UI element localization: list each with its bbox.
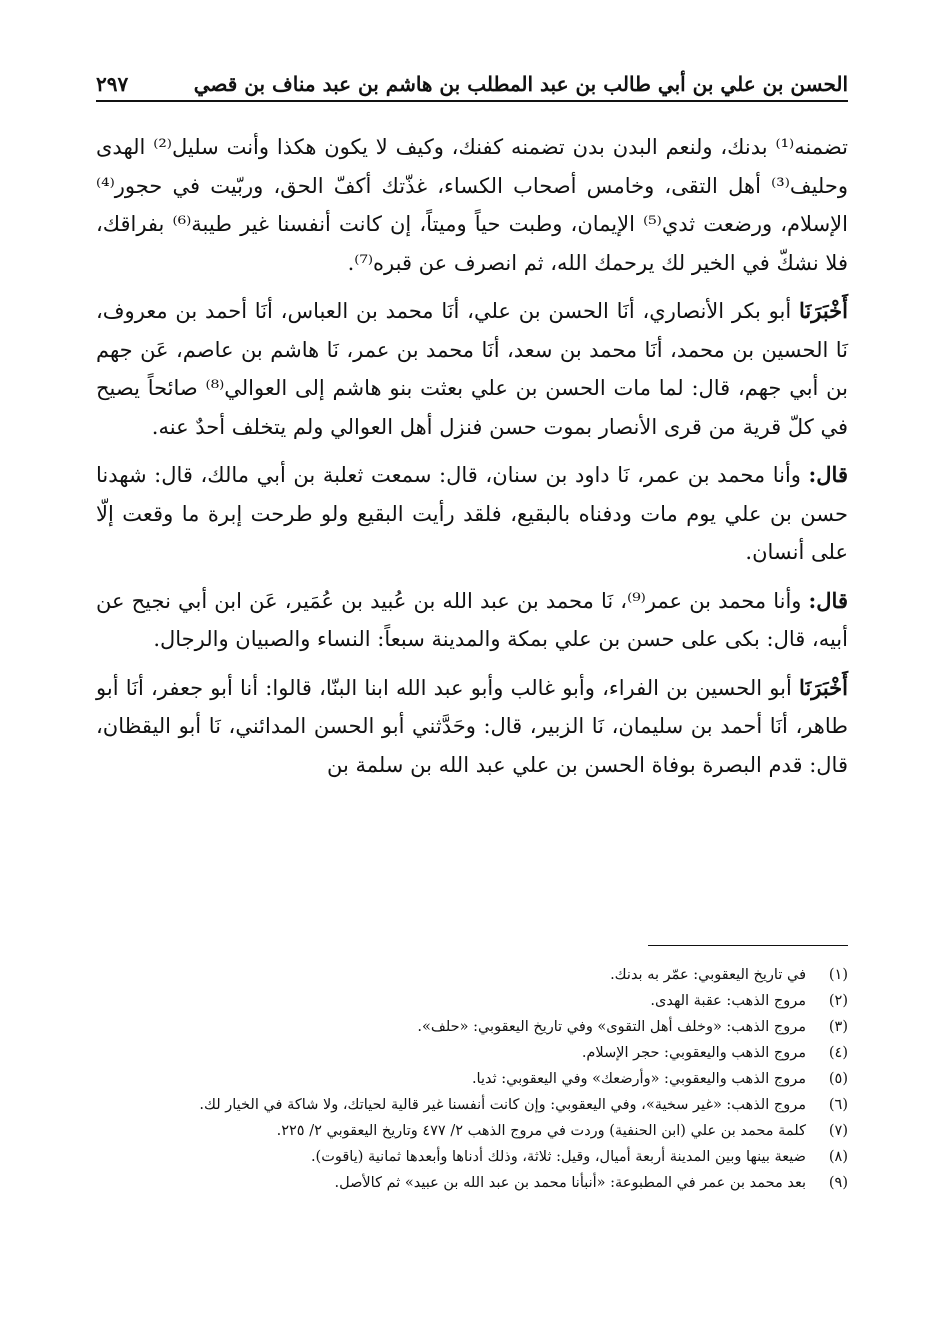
footnote-number: (٦) (828, 1097, 848, 1113)
footnote-7 (96, 1118, 848, 1144)
footnote-number: (٩) (828, 1175, 848, 1191)
footnote-number: (١) (828, 967, 848, 983)
footnote-divider (648, 945, 848, 946)
paragraph-text: وأنا محمد بن عمر⁽⁹⁾، نَا محمد بن عبد الله بن عُبيد بن عُمَير، عَن ابن أبي نجيح عن أبيه، قال: بكى على حسن بن علي بمكة والمدينة سبعاً: النساء والصبيان والرجال. (96, 588, 848, 651)
paragraph-lead: قال: (808, 462, 848, 487)
footnote-number: (٤) (828, 1045, 848, 1061)
footnote-5 (96, 1066, 848, 1092)
footnotes-list (96, 962, 848, 1196)
footnote-4 (96, 1040, 848, 1066)
footnote-number: (٣) (828, 1019, 848, 1035)
footnote-3 (96, 1014, 848, 1040)
footnote-6 (96, 1092, 848, 1118)
paragraph-lead: أَخْبَرَنَا (799, 298, 848, 323)
footnote-8 (96, 1144, 848, 1170)
paragraph-lead: أَخْبَرَنَا (799, 674, 848, 700)
footnote-number: (٨) (828, 1149, 848, 1165)
footnote-number: (٧) (828, 1123, 848, 1139)
footnote-text: مروج الذهب واليعقوبي: «وأرضعك» وفي اليعقوبي: ثديا. (471, 1071, 806, 1087)
footnote-text: بعد محمد بن عمر في المطبوعة: «أنبأنا محمد بن عبد الله بن عبيد» ثم كالأصل. (334, 1175, 806, 1191)
paragraph-5 (96, 669, 848, 785)
footnote-text: في تاريخ اليعقوبي: عمّر به بدنك. (610, 967, 806, 983)
paragraph-3 (96, 456, 848, 572)
footnote-1 (96, 962, 848, 988)
paragraph-lead: قال: (808, 587, 848, 613)
footnote-9 (96, 1170, 848, 1196)
main-text (96, 128, 848, 794)
paragraph-text: وأنا محمد بن عمر، نَا داود بن سنان، قال: سمعت ثعلبة بن أبي مالك، قال: شهدنا حسن بن علي يوم مات ودفناه بالبقيع، فلقد رأيت البقيع ولو طرحت إبرة ما وقعت إلّا على أنسان. (96, 463, 848, 564)
paragraph-4 (96, 582, 848, 659)
running-header (96, 58, 848, 102)
footnote-text: ضيعة بينها وبين المدينة أربعة أميال، وقيل: ثلاثة، وذلك أدناها وأبعدها ثمانية (ياقوت). (310, 1149, 806, 1165)
paragraph-text: أبو الحسين بن الفراء، وأبو غالب وأبو عبد الله ابنا البنّا، قالوا: أنا أبو جعفر، أنَا أبو طاهر، أنَا أحمد بن سليمان، نَا الزبير، قال: وحَدَّثني أبو الحسن المدائني، نَا أبو اليقظان، قال: قدم البصرة بوفاة الحسن بن علي عبد الله بن سلمة بن (96, 675, 848, 777)
page-number: ٢٩٧ (96, 72, 129, 96)
paragraph-text: أبو بكر الأنصاري، أنَا الحسن بن علي، أنَا محمد بن العباس، أنَا أحمد بن معروف، نَا الحسين بن محمد، أنَا محمد بن سعد، أنَا محمد بن عمر، نَا هاشم بن عاصم، عَن جهم بن أبي جهم، قال: لما مات الحسن بن علي بعثت بنو هاشم إلى العوالي⁽⁸⁾ صائحاً يصيح في كلّ قرية من قرى الأنصار بموت حسن فنزل أهل العوالي ولم يتخلف أحدٌ عنه. (96, 299, 848, 439)
footnote-text: مروج الذهب واليعقوبي: حجر الإسلام. (581, 1045, 806, 1061)
footnote-text: مروج الذهب: «وخلف أهل التقوى» وفي تاريخ اليعقوبي: «حلف». (417, 1019, 806, 1035)
paragraph-text: تضمنه⁽¹⁾ بدنك، ولنعم البدن بدن تضمنه كفنك، وكيف لا يكون هكذا وأنت سليل⁽²⁾ الهدى وحليف⁽³⁾ أهل التقى، وخامس أصحاب الكساء، غذّتك أكفّ الحق، وربّيت في حجور⁽⁴⁾ الإسلام، ورضعت ثدي⁽⁵⁾ الإيمان، وطبت حياً وميتاً، إن كانت أنفسنا غير طيبة⁽⁶⁾ بفراقك، فلا نشكّ في الخير لك يرحمك الله، ثم انصرف عن قبره⁽⁷⁾. (96, 135, 848, 275)
footnote-2 (96, 988, 848, 1014)
paragraph-1 (96, 128, 848, 282)
footnote-number: (٢) (828, 993, 848, 1009)
footnote-text: كلمة محمد بن علي (ابن الحنفية) وردت في مروج الذهب ٢/ ٤٧٧ وتاريخ اليعقوبي ٢/ ٢٢٥. (276, 1123, 806, 1139)
footnote-number: (٥) (828, 1071, 848, 1087)
running-title: الحسن بن علي بن أبي طالب بن عبد المطلب بن هاشم بن عبد مناف بن قصي (193, 72, 848, 96)
paragraph-2 (96, 292, 848, 446)
footnote-text: مروج الذهب: «غير سخية»، وفي اليعقوبي: وإن كانت أنفسنا غير قالية لحياتك، ولا شاكة في الخيار لك. (199, 1097, 806, 1113)
footnote-text: مروج الذهب: عقبة الهدى. (650, 993, 806, 1009)
